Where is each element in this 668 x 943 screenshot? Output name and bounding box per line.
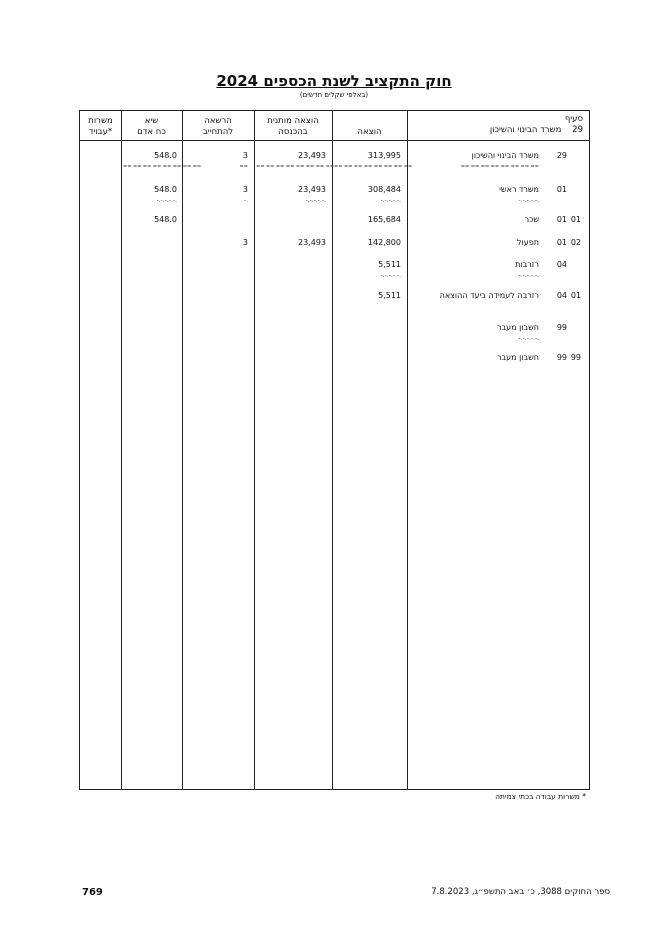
- row-underline: -.-.-.-.-.: [156, 197, 177, 204]
- header-commitment: הרשאה להתחייב: [202, 116, 234, 137]
- row-name: משרד הבינוי והשיכון: [471, 151, 539, 160]
- header-positions: משרות עבויד*: [88, 116, 113, 137]
- row-expense: 142,800: [367, 238, 401, 247]
- row-name: רזרבות: [515, 260, 539, 269]
- row-code-b: 99: [570, 353, 581, 362]
- row-expense: 5,511: [378, 291, 401, 300]
- row-commitment: 3: [242, 185, 248, 194]
- budget-table: [79, 110, 590, 790]
- page-number: 769: [82, 887, 103, 898]
- header-conditional-expense: הוצאה מותנית בהכנסה: [267, 116, 319, 137]
- row-expense: 5,511: [378, 260, 401, 269]
- row-code-a: 04: [556, 291, 567, 300]
- row-expense: 308,484: [367, 185, 401, 194]
- row-underline: == == == == == == == ==: [460, 164, 539, 170]
- row-name: חשבון מעבר: [496, 353, 539, 362]
- row-underline: -.-.-.-.-.: [518, 272, 539, 279]
- row-underline: -.-.-.-.-.: [305, 197, 326, 204]
- row-underline: ==: [239, 164, 248, 170]
- row-name: חשבון מעבר: [496, 323, 539, 332]
- row-conditional-expense: 23,493: [298, 151, 326, 160]
- row-underline: -.-.-.-.-.: [518, 335, 539, 342]
- row-expense: 313,995: [367, 151, 401, 160]
- row-commitment: 3: [242, 151, 248, 160]
- row-peak: 548.0: [154, 215, 177, 224]
- footnote: * משרות עבודה בכתי צמיתה: [495, 792, 586, 801]
- header-section: סעיף 29 משרד הבינוי והשיכון: [489, 114, 583, 135]
- row-peak: 548.0: [154, 185, 177, 194]
- header-expense: הוצאה: [357, 127, 382, 137]
- row-commitment: 3: [242, 238, 248, 247]
- row-code-a: 29: [556, 151, 567, 160]
- row-code-b: 01: [570, 291, 581, 300]
- row-name: שכר: [524, 215, 539, 224]
- row-underline: == == == == == == == ==: [256, 164, 335, 170]
- header-peak: שיא כח אדם: [137, 116, 166, 137]
- header-section-code: 29: [572, 125, 583, 135]
- row-conditional-expense: 23,493: [298, 185, 326, 194]
- row-code-a: 01: [556, 238, 567, 247]
- header-divider: [80, 140, 589, 141]
- column-divider: [407, 111, 408, 789]
- column-divider: [254, 111, 255, 789]
- row-peak: 548.0: [154, 151, 177, 160]
- row-underline: == == == == == == == ==: [123, 164, 202, 170]
- header-section-name: משרד הבינוי והשיכון: [489, 125, 562, 135]
- row-name: רזרבה לעמידה ביעד ההוצאה: [439, 291, 539, 300]
- row-name: משרד ראשי: [499, 185, 539, 194]
- column-divider: [121, 111, 122, 789]
- row-code-b: 01: [570, 215, 581, 224]
- page-subtitle: (באלפי שקלים חדשים): [299, 91, 369, 99]
- row-underline: -.-.-.-.-.: [380, 272, 401, 279]
- row-underline: -.-.-.-.-.: [518, 197, 539, 204]
- row-underline: == == == == == == == ==: [334, 164, 413, 170]
- page-title: חוק התקציב לשנת הכספים 2024: [216, 72, 452, 90]
- row-code-a: 99: [556, 323, 567, 332]
- column-divider: [332, 111, 333, 789]
- row-code-b: 02: [570, 238, 581, 247]
- row-underline: -.-.-.-.-.: [380, 197, 401, 204]
- row-code-a: 01: [556, 185, 567, 194]
- row-name: תפעול: [517, 238, 539, 247]
- column-divider: [182, 111, 183, 789]
- row-underline: -.: [243, 197, 248, 204]
- publication-info: ספר החוקים 3088, כ׳ באב התשפ״ג, 7.8.2023: [431, 887, 610, 897]
- row-code-a: 04: [556, 260, 567, 269]
- row-conditional-expense: 23,493: [298, 238, 326, 247]
- row-code-a: 99: [556, 353, 567, 362]
- row-expense: 165,684: [367, 215, 401, 224]
- row-code-a: 01: [556, 215, 567, 224]
